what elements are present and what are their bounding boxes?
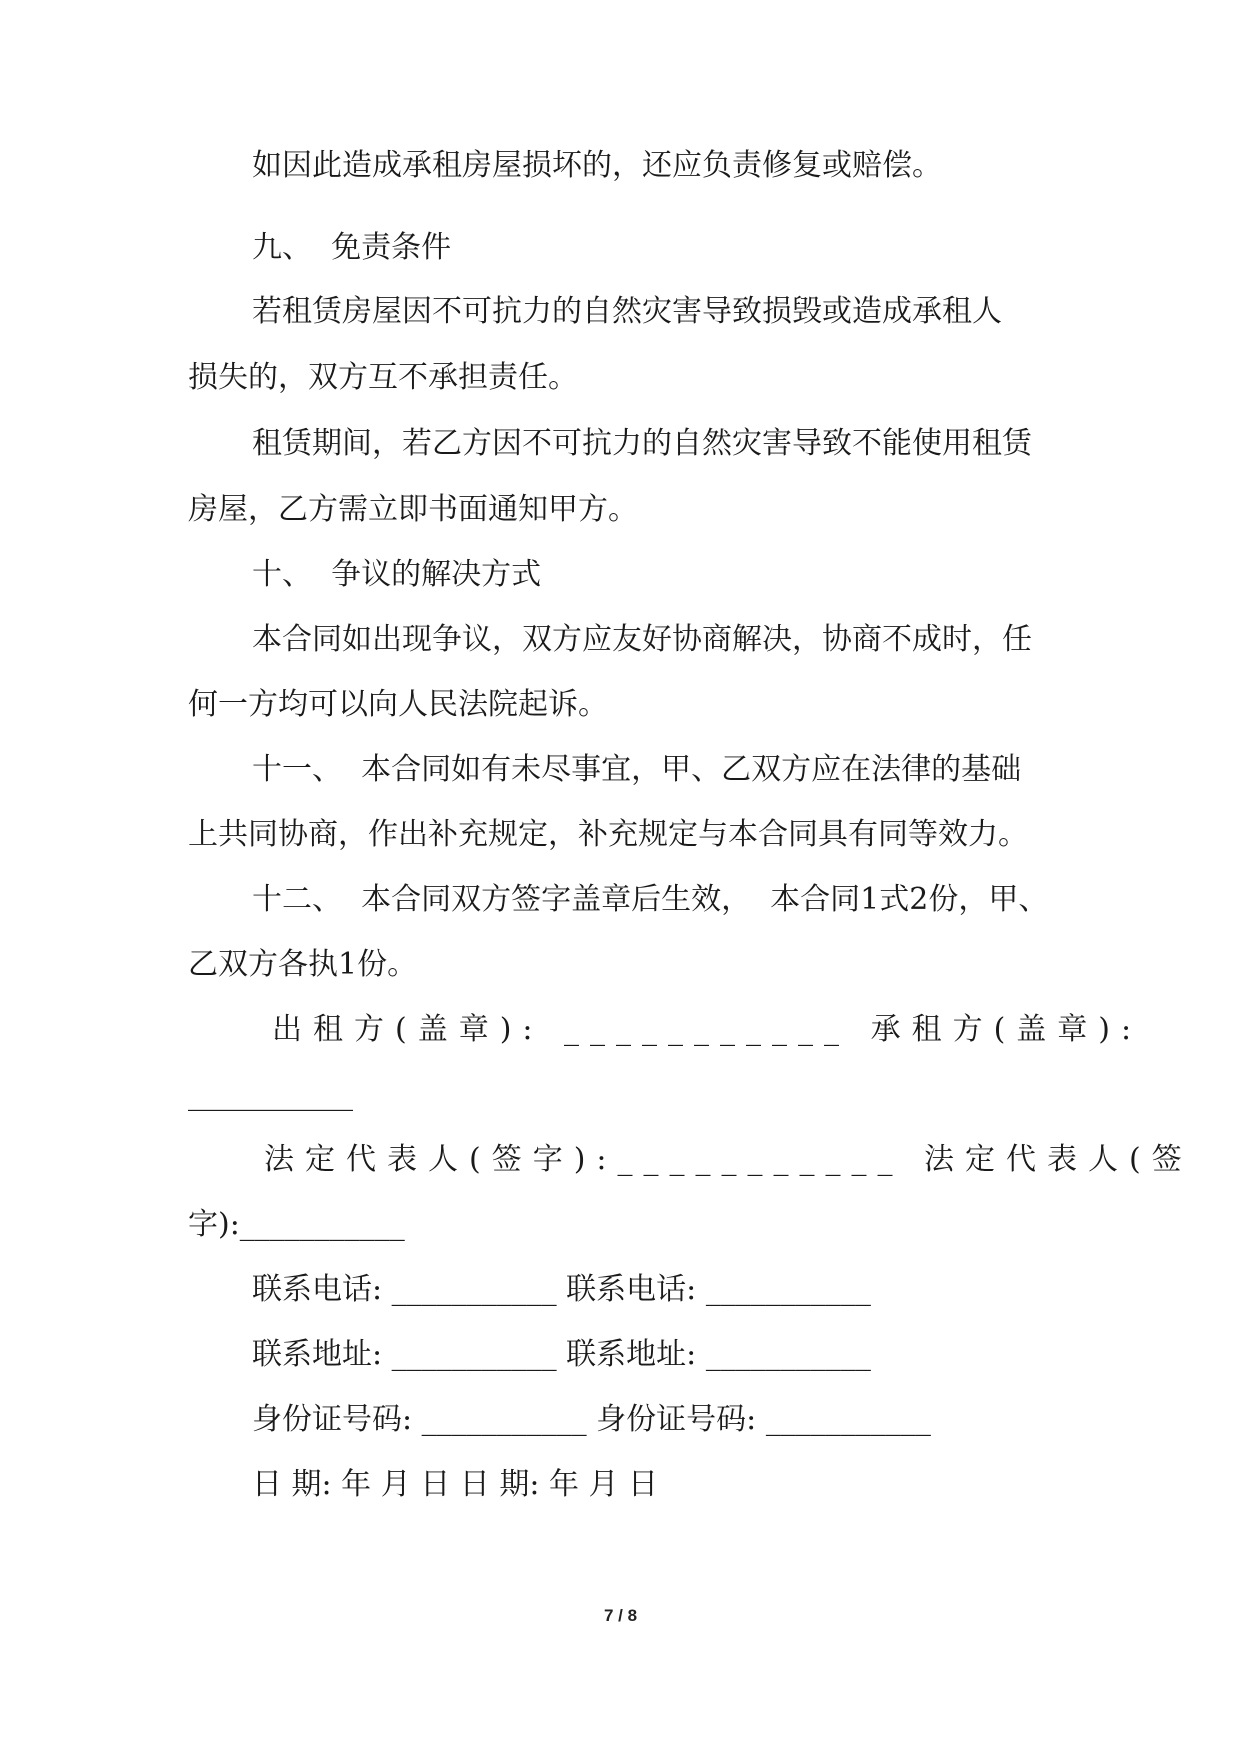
page-number: 7 / 8 [603,1606,638,1625]
legal-representative-line: 法定代表人(签字):___________ 法定代表人(签 [264,1142,1193,1177]
text-line-5: 租赁期间，若乙方因不可抗力的自然灾害导致不能使用租赁 [252,426,1032,461]
lessee-seal-blank: ___________ [188,1077,353,1112]
text-line-3: 若租赁房屋因不可抗力的自然灾害导致损毁或造成承租人 [252,294,1002,329]
section-heading-12: 十二、 本合同双方签字盖章后生效， 本合同1式2份，甲、 [252,882,1049,917]
text-line-1: 如因此造成承租房屋损坏的，还应负责修复或赔偿。 [252,148,942,183]
section-heading-10: 十、 争议的解决方式 [252,557,542,592]
lessor-seal-line: 出租方(盖章): ___________ 承租方(盖章): [272,1012,1143,1047]
text-line-8: 本合同如出现争议，双方应友好协商解决，协商不成时，任 [252,622,1032,657]
contact-phone-line: 联系电话: ___________ 联系电话: ___________ [252,1272,871,1307]
text-line-6: 房屋，乙方需立即书面通知甲方。 [188,492,638,527]
date-line: 日 期: 年 月 日 日 期: 年 月 日 [252,1467,659,1502]
legal-representative-blank: 字):___________ [188,1207,405,1242]
text-line-9: 何一方均可以向人民法院起诉。 [188,687,608,722]
text-line-11: 上共同协商，作出补充规定，补充规定与本合同具有同等效力。 [188,817,1028,852]
section-heading-11: 十一、 本合同如有未尽事宜，甲、乙双方应在法律的基础 [252,752,1022,787]
contact-address-line: 联系地址: ___________ 联系地址: ___________ [252,1337,871,1372]
text-line-13: 乙双方各执1份。 [188,947,418,982]
section-heading-9: 九、 免责条件 [252,230,452,265]
id-number-line: 身份证号码: ___________ 身份证号码: ___________ [252,1402,931,1437]
text-line-4: 损失的，双方互不承担责任。 [188,360,578,395]
